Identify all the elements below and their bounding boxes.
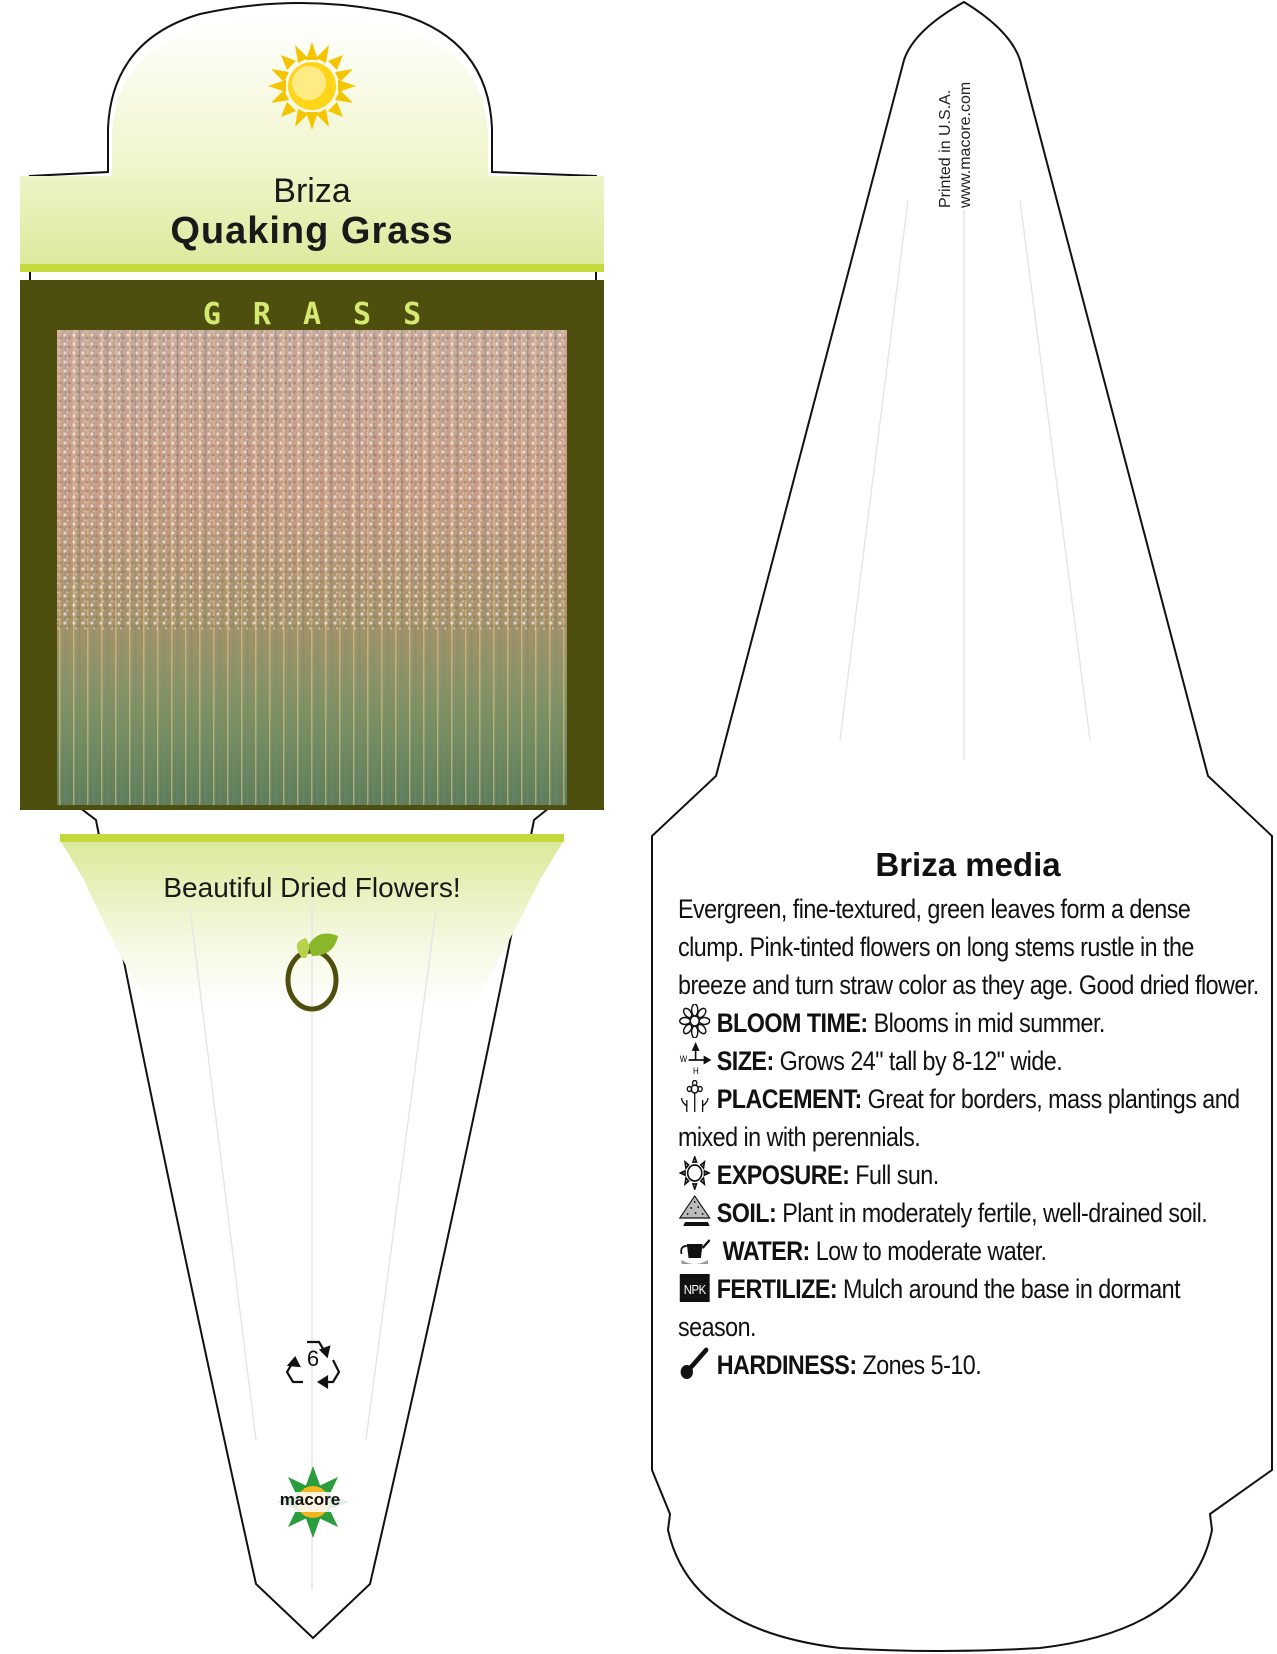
care-size	[678, 1042, 1259, 1080]
care-water	[678, 1232, 1259, 1270]
water-text: Low to moderate water.	[815, 1236, 1047, 1266]
recycle-number: 6	[306, 1346, 320, 1371]
sun-outline-icon	[678, 1156, 711, 1190]
sun-icon	[268, 42, 356, 130]
water-label: WATER:	[722, 1236, 810, 1266]
care-exposure	[678, 1156, 1259, 1194]
watering-can-icon	[678, 1232, 711, 1266]
printed-text: Printed in U.S.A.	[937, 89, 954, 208]
scientific-name: Briza media	[875, 846, 1061, 883]
hardiness-text: Zones 5-10.	[862, 1350, 982, 1380]
common-name: Quaking Grass	[170, 210, 454, 252]
svg-text:H: H	[692, 1065, 699, 1076]
website-text: www.macore.com	[957, 81, 974, 208]
placement-label: PLACEMENT:	[716, 1084, 862, 1114]
thermometer-icon	[678, 1346, 711, 1380]
soil-text: Plant in moderately fertile, well-drained soil.	[782, 1198, 1208, 1228]
fertilize-text: Mulch around the base in dormant season.	[678, 1274, 1181, 1342]
hardiness-label: HARDINESS:	[716, 1350, 857, 1380]
genus-name: Briza	[273, 172, 351, 210]
soil-label: SOIL:	[716, 1198, 777, 1228]
svg-text:W: W	[679, 1053, 687, 1065]
placement-text: Great for borders, mass plantings and mixed in with perennials.	[678, 1084, 1240, 1152]
care-bloom	[678, 1004, 1259, 1042]
printed-info	[936, 82, 976, 208]
size-arrows-icon	[678, 1042, 711, 1076]
fertilize-label: FERTILIZE:	[716, 1274, 838, 1304]
category-label: GRASS	[202, 297, 454, 332]
tagline: Beautiful Dried Flowers!	[163, 872, 461, 903]
description: Evergreen, fine-textured, green leaves form a dense clump. Pink-tinted flowers on long stems rustle in the breeze and turn straw color as they age. Good dried flower.	[678, 894, 1259, 1000]
size-label: SIZE:	[716, 1046, 774, 1076]
accent-stripe	[20, 264, 604, 272]
soil-icon	[678, 1194, 711, 1228]
back-content	[678, 846, 1258, 1384]
brand-name: macore	[279, 1490, 341, 1509]
exposure-label: EXPOSURE:	[716, 1160, 850, 1190]
placement-icon	[678, 1080, 711, 1114]
care-soil	[678, 1194, 1259, 1232]
npk-icon	[678, 1270, 711, 1304]
svg-text:NPK: NPK	[683, 1282, 706, 1298]
back-tag-outline	[652, 2, 1272, 1651]
exposure-text: Full sun.	[855, 1160, 939, 1190]
flower-icon	[678, 1004, 711, 1038]
care-hardiness	[678, 1346, 1259, 1384]
bloom-text: Blooms in mid summer.	[873, 1008, 1105, 1038]
size-text: Grows 24" tall by 8-12" wide.	[779, 1046, 1063, 1076]
care-placement	[678, 1080, 1259, 1156]
bloom-label: BLOOM TIME:	[716, 1008, 868, 1038]
care-fertilize	[678, 1270, 1259, 1346]
